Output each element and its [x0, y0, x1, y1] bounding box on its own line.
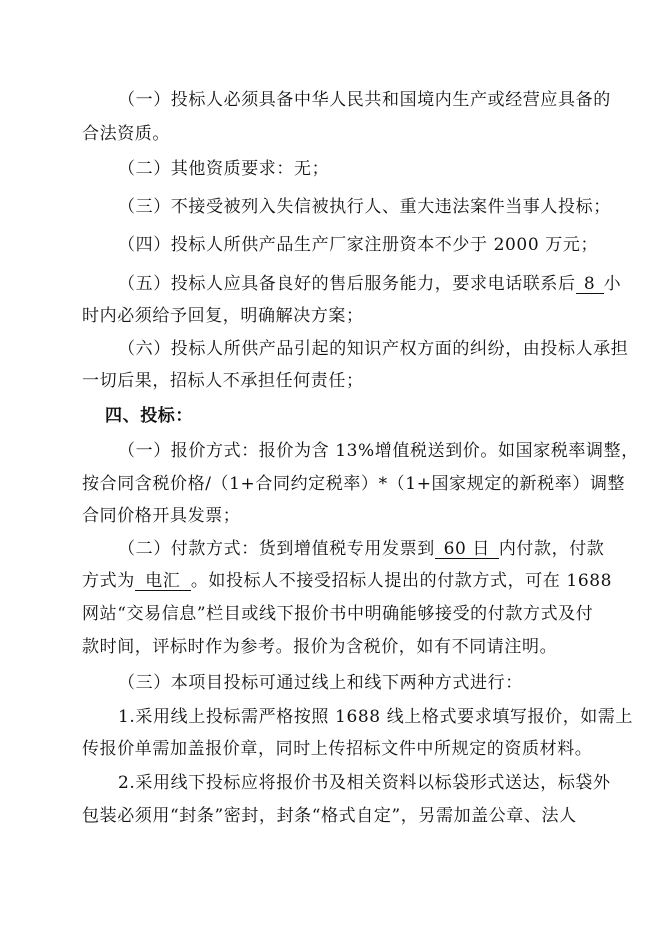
paragraph-offline-bid-line2: 包装必须用“封条”密封，封条“格式自定”，另需加盖公章、法人 — [82, 806, 577, 826]
p5-text-post: 小 — [603, 274, 622, 294]
paragraph-quote-method-line1: （一）报价方式：报价为含 13%增值税送到价。如国家税率调整， — [118, 441, 639, 461]
payment-text-post: 内付款，付款 — [498, 539, 605, 559]
paragraph-payment-line4: 款时间，评标时作为参考。报价为含税价，如有不同请注明。 — [82, 637, 558, 657]
paragraph-qualification-2: （二）其他资质要求：无； — [118, 159, 330, 179]
payment-method-post: 。如投标人不接受招标人提出的付款方式，可在 1688 — [190, 571, 613, 591]
paragraph-quote-method-line2: 按合同含税价格/（1+合同约定税率）*（1+国家规定的新税率）调整 — [82, 474, 626, 494]
paragraph-offline-bid-line1: 2.采用线下投标应将报价书及相关资料以标袋形式送达，标袋外 — [118, 773, 611, 793]
paragraph-payment-line1 — [118, 539, 604, 559]
section-heading-bidding: 四、投标： — [105, 406, 193, 426]
paragraph-bid-channels: （三）本项目投标可通过线上和线下两种方式进行： — [118, 673, 523, 693]
paragraph-qualification-5-line1 — [118, 274, 621, 294]
paragraph-payment-line3: 网站“交易信息”栏目或线下报价书中明确能够接受的付款方式及付 — [82, 604, 594, 624]
payment-method-value: 电汇 — [135, 572, 191, 591]
paragraph-payment-line2 — [82, 571, 612, 591]
payment-method-pre: 方式为 — [82, 571, 135, 591]
paragraph-qualification-1-line2: 合法资质。 — [82, 124, 170, 144]
paragraph-qualification-1-line1: （一）投标人必须具备中华人民共和国境内生产或经营应具备的 — [118, 90, 611, 110]
paragraph-qualification-4: （四）投标人所供产品生产厂家注册资本不少于 2000 万元； — [118, 235, 599, 255]
payment-days-value: 60 日 — [435, 540, 499, 559]
paragraph-qualification-5-line2: 时内必须给予回复，明确解决方案； — [82, 306, 364, 326]
paragraph-qualification-6-line1: （六）投标人所供产品引起的知识产权方面的纠纷，由投标人承担 — [118, 339, 629, 359]
paragraph-online-bid-line1: 1.采用线上投标需严格按照 1688 线上格式要求填写报价，如需上 — [118, 707, 634, 727]
paragraph-quote-method-line3: 合同价格开具发票； — [82, 506, 241, 526]
payment-text-pre: （二）付款方式：货到增值税专用发票到 — [118, 539, 435, 559]
p5-text-pre: （五）投标人应具备良好的售后服务能力，要求电话联系后 — [118, 274, 576, 294]
response-hours-value: 8 — [576, 275, 604, 294]
paragraph-qualification-6-line2: 一切后果，招标人不承担任何责任； — [82, 371, 364, 391]
paragraph-online-bid-line2: 传报价单需加盖报价章，同时上传招标文件中所规定的资质材料。 — [82, 739, 593, 759]
paragraph-qualification-3: （三）不接受被列入失信被执行人、重大违法案件当事人投标； — [118, 197, 611, 217]
